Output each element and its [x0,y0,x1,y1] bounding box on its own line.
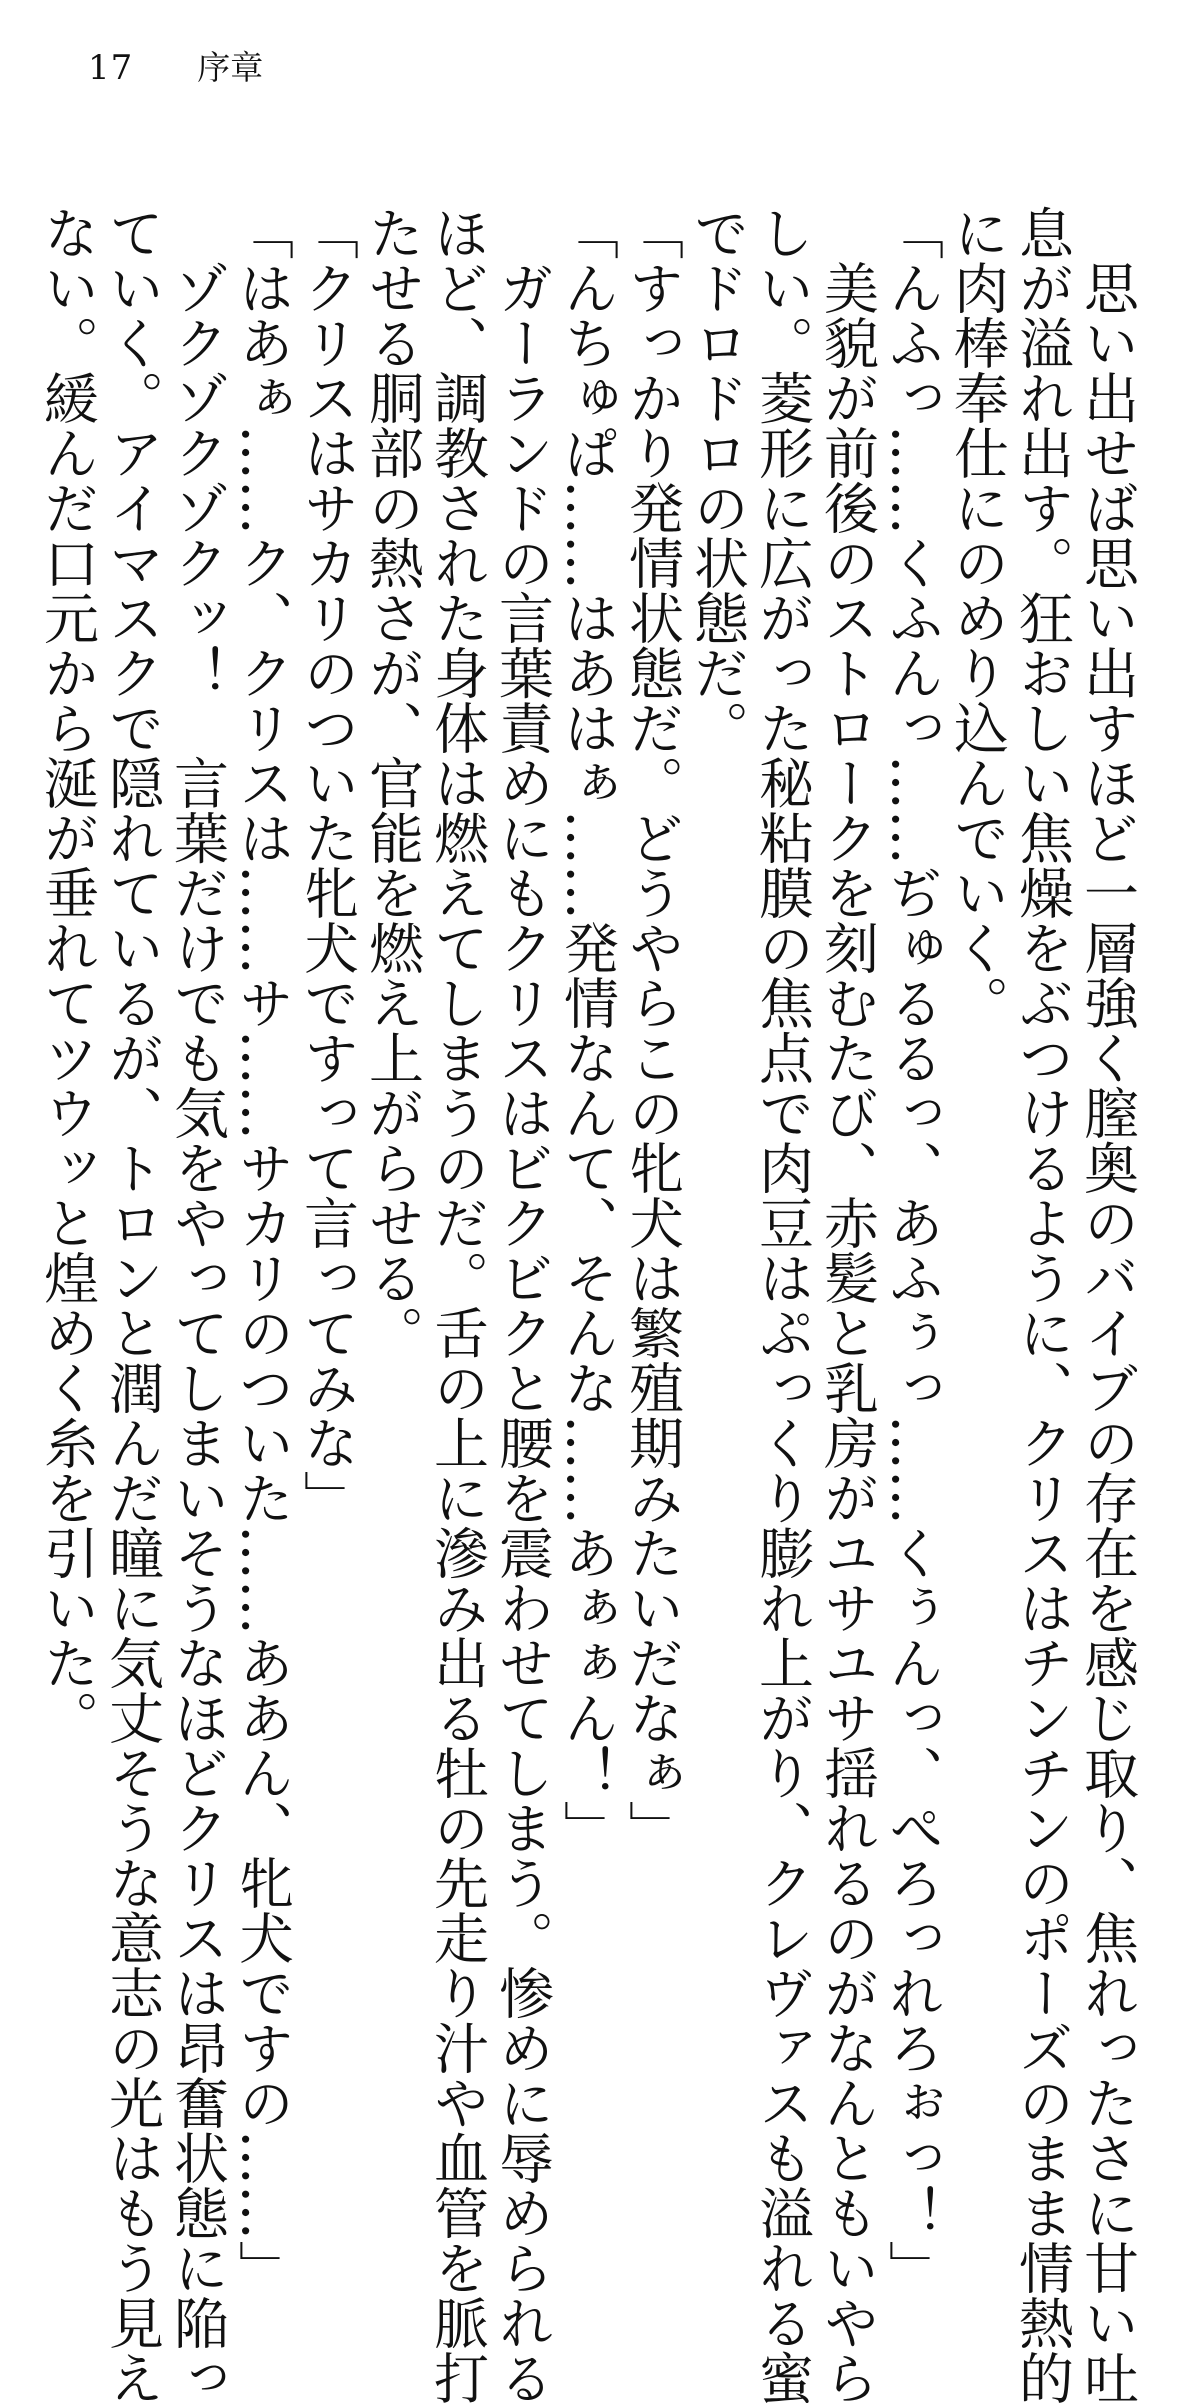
page-number: 17 [88,48,134,88]
text-line: 「クリスはサカリのついた牝犬ですって言ってみな」 [295,205,359,1525]
text-line: たせる胴部の熱さが、官能を燃え上がらせる。 [360,205,424,1360]
text-line: 息が溢れ出す。狂おしい焦燥をぶつけるように、クリスはチンチンのポーズのまま情熱的 [1010,205,1074,2405]
text-line: ない。緩んだ口元から涎が垂れてツウッと煌めく糸を引いた。 [35,205,99,1745]
text-line: ほど、調教された身体は燃えてしまうのだ。舌の上に滲み出る牡の先走り汁や血管を脈打 [425,205,489,2405]
vertical-body-text [33,205,1139,2405]
chapter-title: 序章 [197,48,264,87]
text-line: 「はあぁ……ク、クリスは……サ……サカリのついた……ああん、牝犬ですの……」 [230,205,294,2295]
text-line: に肉棒奉仕にのめり込んでいく。 [945,205,1009,1030]
text-line: ガーランドの言葉責めにもクリスはビクビクと腰を震わせてしまう。惨めに辱められる [490,205,554,2405]
text-line: 「すっかり発情状態だ。どうやらこの牝犬は繁殖期みたいだなぁ」 [620,205,684,1855]
text-line: ゾクゾクゾクッ！ 言葉だけでも気をやってしまいそうなほどクリスは昂奮状態に陥っ [165,205,229,2405]
text-line: しい。菱形に広がった秘粘膜の焦点で肉豆はぷっくり膨れ上がり、クレヴァスも溢れる蜜 [750,205,814,2405]
text-line: 美貌が前後のストロークを刻むたび、赤髪と乳房がユサユサ揺れるのがなんともいやら [815,205,879,2405]
text-line: でドロドロの状態だ。 [685,205,749,755]
page-header [88,42,263,89]
text-line: 思い出せば思い出すほど一層強く膣奥のバイブの存在を感じ取り、焦れったさに甘い吐 [1075,205,1139,2405]
text-line: 「んふっ……くふんっ……ぢゅるるっ、あふぅっ……くぅんっ、ぺろっれろぉっ！」 [880,205,944,2295]
text-line: 「んちゅぱ……はあはぁ……発情なんて、そんな……あぁぁん！」 [555,205,619,1855]
text-line: ていく。アイマスクで隠れているが、トロンと潤んだ瞳に気丈そうな意志の光はもう見え [100,205,164,2405]
